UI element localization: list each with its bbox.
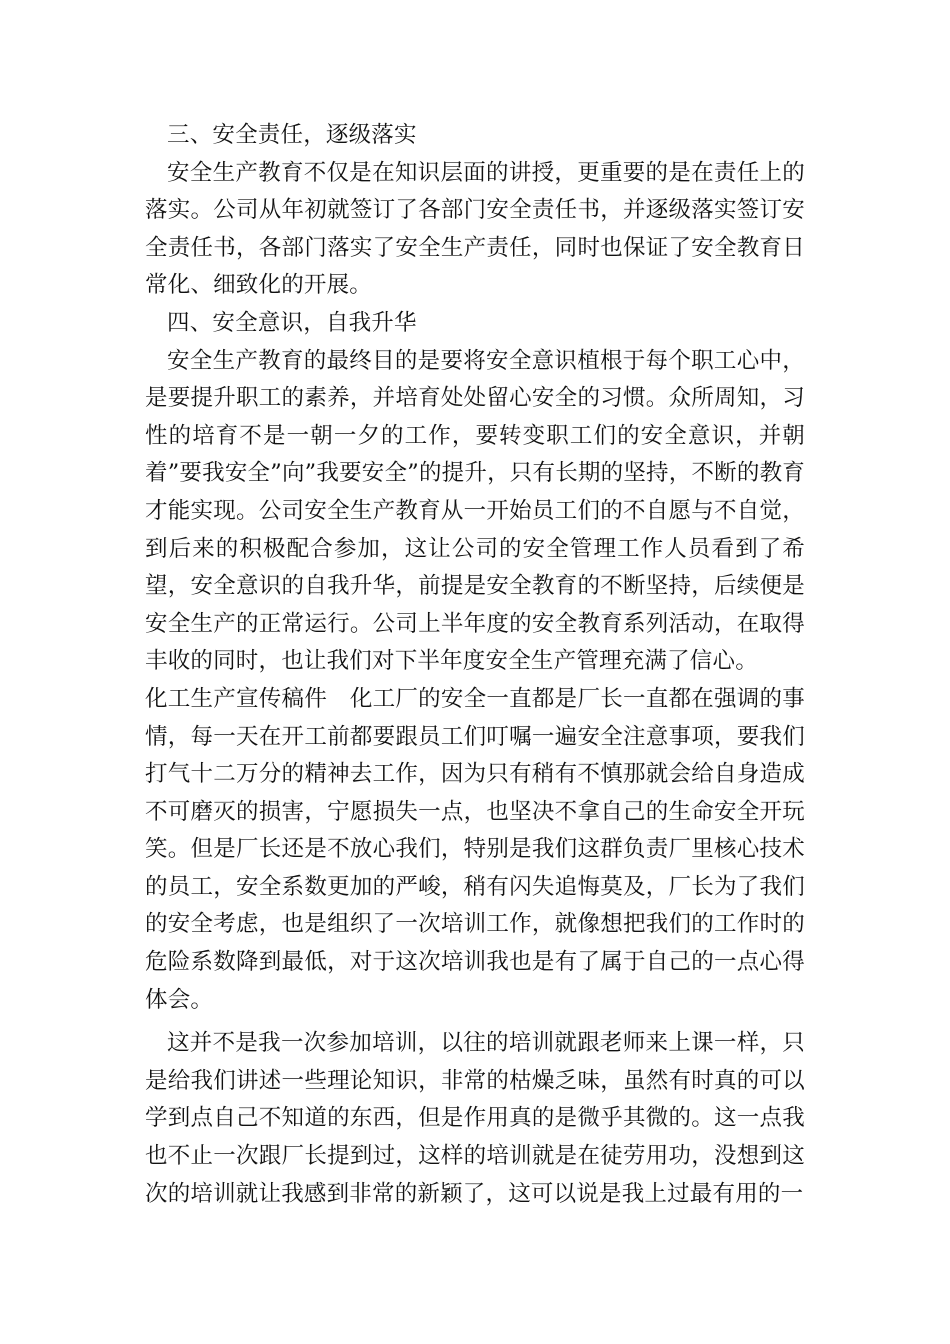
- section-heading-4: 四、安全意识，自我升华: [167, 309, 417, 336]
- paragraph-responsibility: 安全生产教育不仅是在知识层面的讲授，更重要的是在责任上的落实。公司从年初就签订了各部门安全责任书，并逐级落实签订安全责任书，各部门落实了安全生产责任，同时也保证了安全教育日常化、细致化的开展。: [145, 159, 805, 299]
- paragraph-training: 这并不是我一次参加培训，以往的培训就跟老师来上课一样，只是给我们讲述一些理论知识，非常的枯燥乏味，虽然有时真的可以学到点自己不知道的东西，但是作用真的是微乎其微的。这一点我也不止一次跟厂长提到过，这样的培训就是在徒劳用功，没想到这次的培训就让我感到非常的新颖了，这可以说是我上过最有用的一: [145, 1030, 805, 1207]
- paragraph-chemical-plant: 化工生产宣传稿件 化工厂的安全一直都是厂长一直都在强调的事情，每一天在开工前都要跟员工们叮嘱一遍安全注意事项，要我们打气十二万分的精神去工作，因为只有稍有不慎那就会给自身造成不可磨灭的损害，宁愿损失一点，也坚决不拿自己的生命安全开玩笑。但是厂长还是不放心我们，特别是我们这群负责厂里核心技术的员工，安全系数更加的严峻，稍有闪失追悔莫及，厂长为了我们的安全考虑，也是组织了一次培训工作，就像想把我们的工作时的危险系数降到最低，对于这次培训我也是有了属于自己的一点心得体会。: [145, 685, 805, 1013]
- document-body: [145, 117, 805, 1213]
- section-heading-3: 三、安全责任，逐级落实: [167, 122, 417, 148]
- paragraph-awareness: 安全生产教育的最终目的是要将安全意识植根于每个职工心中，是要提升职工的素养，并培育处处留心安全的习惯。众所周知，习性的培育不是一朝一夕的工作，要转变职工们的安全意识，并朝着”要我安全”向”我要安全”的提升，只有长期的坚持，不断的教育才能实现。公司安全生产教育从一开始员工们的不自愿与不自觉，到后来的积极配合参加，这让公司的安全管理工作人员看到了希望，安全意识的自我升华，前提是安全教育的不断坚持，后续便是安全生产的正常运行。公司上半年度的安全教育系列活动，在取得丰收的同时，也让我们对下半年度安全生产管理充满了信心。: [145, 347, 805, 675]
